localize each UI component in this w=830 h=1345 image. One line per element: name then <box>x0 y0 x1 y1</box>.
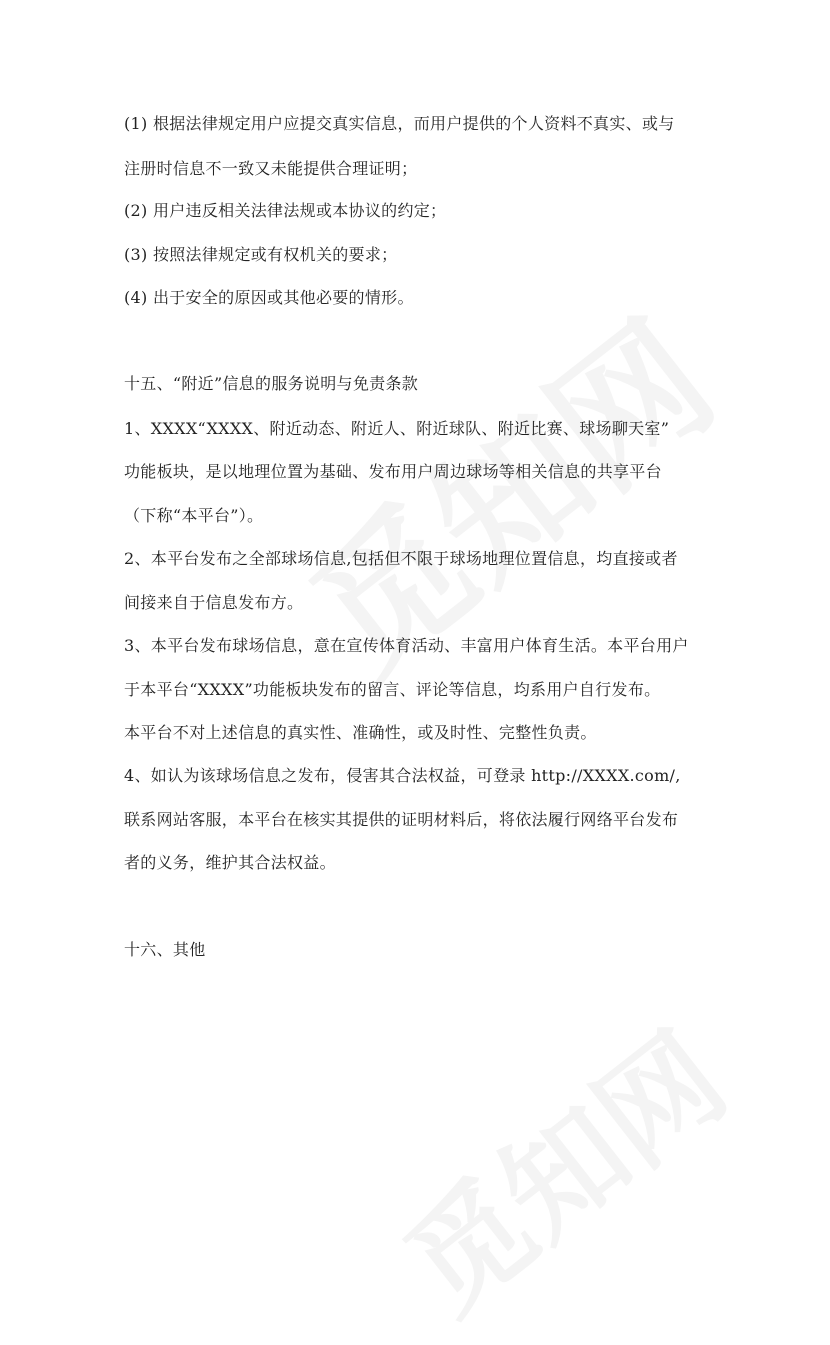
clause-1-line-1: (1) 根据法律规定用户应提交真实信息，而用户提供的个人资料不真实、或与 <box>124 114 675 133</box>
section-15-item-4-line-1: 4、如认为该球场信息之发布，侵害其合法权益，可登录 http://XXXX.com/, <box>124 766 681 785</box>
section-15-item-1-line-2: 功能板块，是以地理位置为基础、发布用户周边球场等相关信息的共享平台 <box>124 462 662 481</box>
section-15-heading: 十五、“附近”信息的服务说明与免责条款 <box>124 374 419 393</box>
clause-4: (4) 出于安全的原因或其他必要的情形。 <box>124 288 414 307</box>
section-15-item-1-line-3: （下称“本平台”）。 <box>124 506 264 525</box>
section-15-item-2-line-2: 间接来自于信息发布方。 <box>124 593 304 612</box>
section-15-item-3-line-2: 于本平台“XXXX”功能板块发布的留言、评论等信息，均系用户自行发布。 <box>124 680 661 699</box>
section-15-item-3-line-3: 本平台不对上述信息的真实性、准确性，或及时性、完整性负责。 <box>124 723 597 742</box>
clause-2: (2) 用户违反相关法律法规或本协议的约定； <box>124 201 447 220</box>
section-16-heading: 十六、其他 <box>124 940 206 959</box>
clause-3: (3) 按照法律规定或有权机关的要求； <box>124 245 398 264</box>
section-15-item-3-line-1: 3、本平台发布球场信息，意在宣传体育活动、丰富用户体育生活。本平台用户 <box>124 636 689 655</box>
clause-1-line-2: 注册时信息不一致又未能提供合理证明； <box>124 159 418 178</box>
watermark <box>365 987 755 1344</box>
section-15-item-1-line-1: 1、XXXX“XXXX、附近动态、附近人、附近球队、附近比赛、球场聊天室” <box>124 419 670 438</box>
section-15-item-4-line-3: 者的义务，维护其合法权益。 <box>124 853 336 872</box>
section-15-item-4-line-2: 联系网站客服，本平台在核实其提供的证明材料后，将依法履行网络平台发布 <box>124 810 679 829</box>
section-15-item-2-line-1: 2、本平台发布之全部球场信息,包括但不限于球场地理位置信息，均直接或者 <box>124 549 678 568</box>
